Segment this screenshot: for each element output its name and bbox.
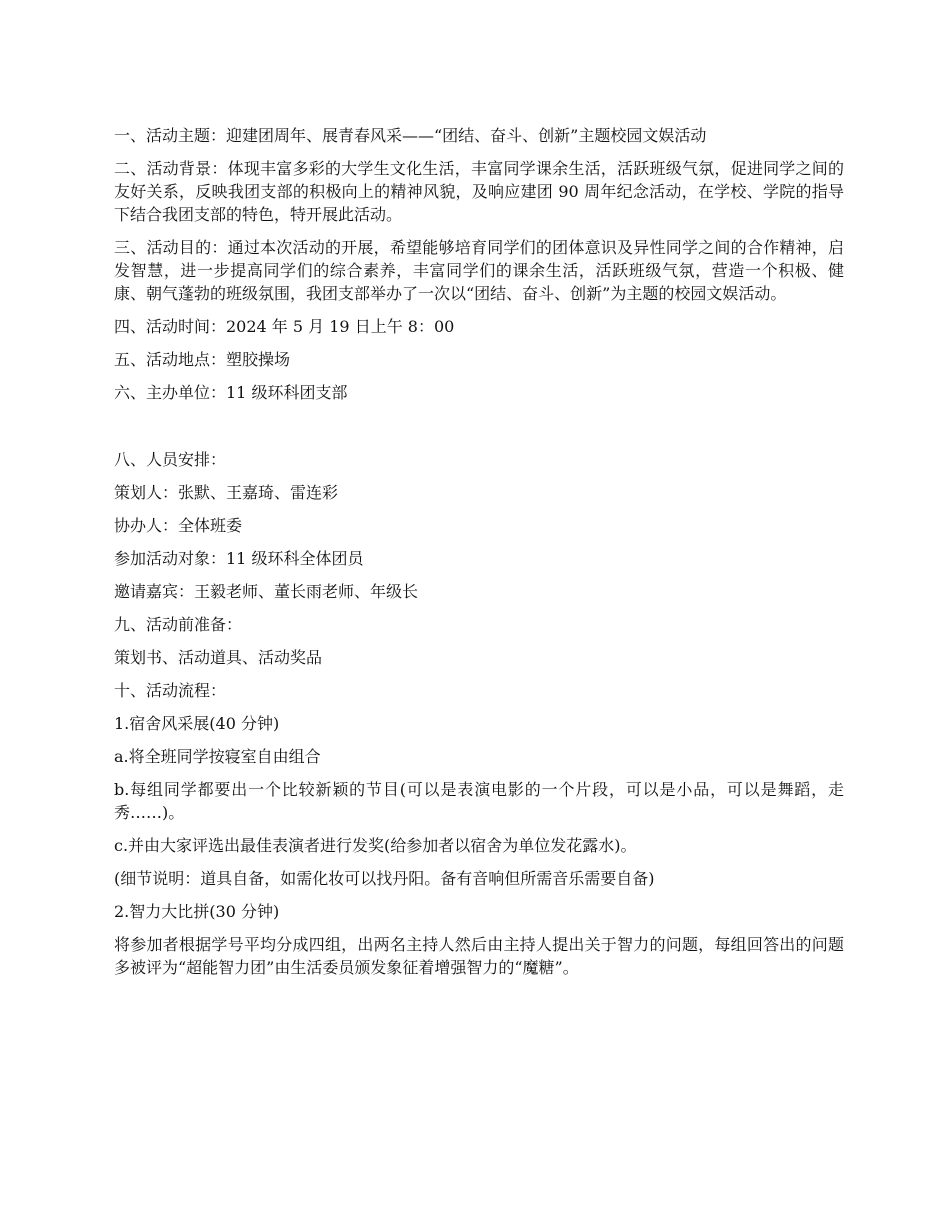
process-step-1: 1.宿舍风采展(40 分钟) — [114, 714, 280, 733]
document-body — [114, 124, 844, 989]
co-organizers: 协办人：全体班委 — [114, 516, 243, 535]
preparation-items: 策划书、活动道具、活动奖品 — [114, 648, 323, 667]
process-heading: 十、活动流程： — [114, 681, 227, 700]
activity-background: 二、活动背景：体现丰富多彩的大学生文化生活，丰富同学课余生活，活跃班级气氛，促进同学之间的友好关系，反映我团支部的积极向上的精神风貌，及响应建团 90 周年纪念活动，在学校、学院的指导下结合我团支部的特色，特开展此活动。 — [114, 159, 844, 224]
participants: 参加活动对象：11 级环科全体团员 — [114, 549, 364, 568]
activity-time: 四、活动时间：2024 年 5 月 19 日上午 8：00 — [114, 317, 455, 336]
activity-location: 五、活动地点：塑胶操场 — [114, 350, 291, 369]
planners: 策划人：张默、王嘉琦、雷连彩 — [114, 483, 339, 502]
process-step-2-detail: 将参加者根据学号平均分成四组，出两名主持人然后由主持人提出关于智力的问题，每组回答出的问题多被评为“超能智力团”由生活委员颁发象征着增强智力的“魔糖”。 — [114, 935, 844, 977]
staff-heading: 八、人员安排： — [114, 450, 227, 469]
preparation-heading: 九、活动前准备： — [114, 615, 243, 634]
guests: 邀请嘉宾：王毅老师、董长雨老师、年级长 — [114, 582, 419, 601]
activity-theme: 一、活动主题：迎建团周年、展青春风采——“团结、奋斗、创新”主题校园文娱活动 — [114, 126, 707, 145]
section-gap — [114, 414, 844, 448]
process-note: (细节说明：道具自备，如需化妆可以找丹阳。备有音响但所需音乐需要自备) — [114, 869, 655, 888]
process-step-1b: b.每组同学都要出一个比较新颖的节目(可以是表演电影的一个片段，可以是小品，可以是舞蹈，走秀……)。 — [114, 780, 844, 822]
process-step-2: 2.智力大比拼(30 分钟) — [114, 902, 280, 921]
activity-organizer: 六、主办单位：11 级环科团支部 — [114, 383, 348, 402]
activity-purpose: 三、活动目的：通过本次活动的开展，希望能够培育同学们的团体意识及异性同学之间的合作精神，启发智慧，进一步提高同学们的综合素养，丰富同学们的课余生活，活跃班级气氛，营造一个积极、健康、朝气蓬勃的班级氛围，我团支部举办了一次以“团结、奋斗、创新”为主题的校园文娱活动。 — [114, 238, 844, 303]
process-step-1c: c.并由大家评选出最佳表演者进行发奖(给参加者以宿舍为单位发花露水)。 — [114, 836, 637, 855]
process-step-1a: a.将全班同学按寝室自由组合 — [114, 747, 321, 766]
